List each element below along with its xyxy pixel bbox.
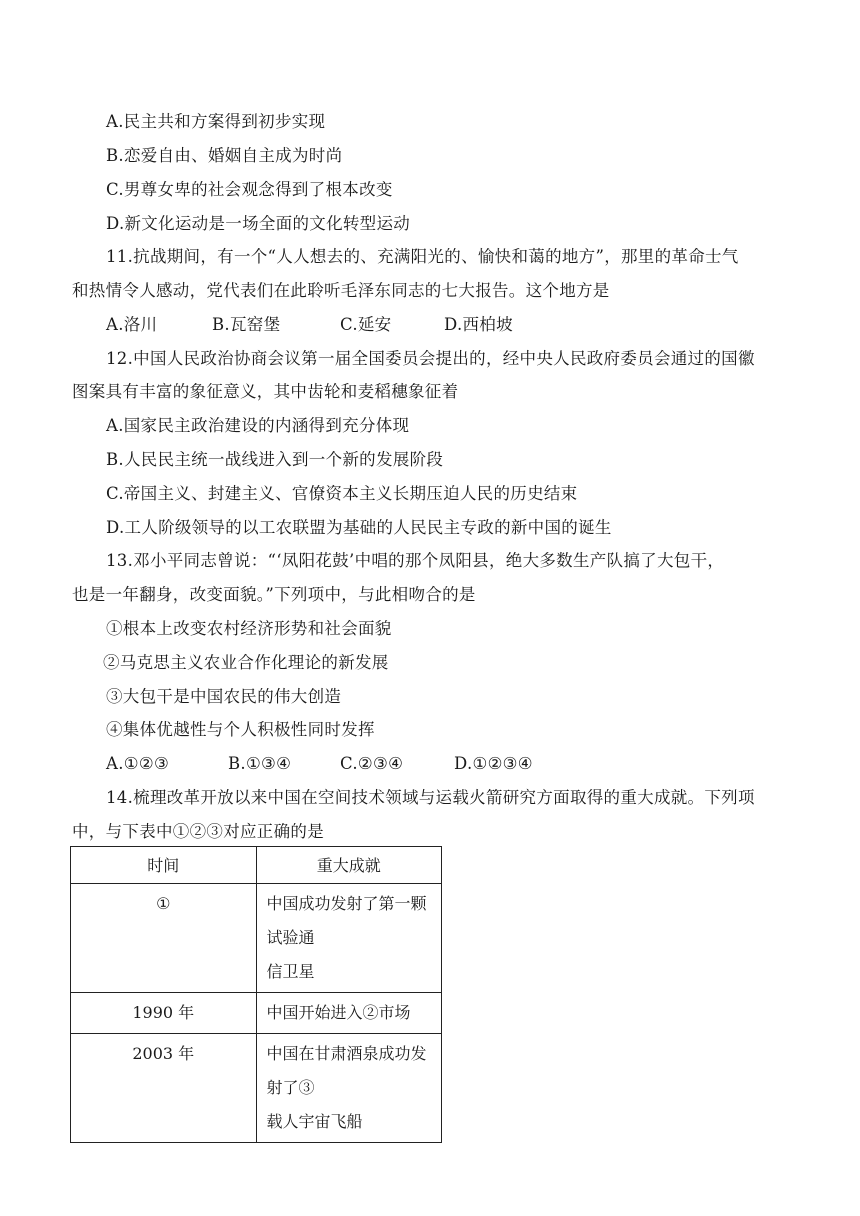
q11-option-b: B.瓦窑堡 xyxy=(212,315,281,334)
achievement-line: 中国在甘肃酒泉成功发射了③ xyxy=(266,1044,427,1097)
q12-stem-line-1: 12.中国人民政治协商会议第一届全国委员会提出的，经中央人民政府委员会通过的国徽 xyxy=(106,349,755,368)
q12-stem-line-2: 图案具有丰富的象征意义，其中齿轮和麦稻穗象征着 xyxy=(72,382,459,401)
q13-statement-2: ②马克思主义农业合作化理论的新发展 xyxy=(103,653,389,672)
q10-option-c: C.男尊女卑的社会观念得到了根本改变 xyxy=(106,180,393,199)
q11-stem-line-1: 11.抗战期间，有一个“人人想去的、充满阳光的、愉快和蔼的地方”，那里的革命士气 xyxy=(106,247,739,266)
q12-option-d: D.工人阶级领导的以工农联盟为基础的人民民主专政的新中国的诞生 xyxy=(106,518,612,537)
q11-option-d: D.西柏坡 xyxy=(444,315,513,334)
q11-option-a: A.洛川 xyxy=(106,315,158,334)
achievements-table xyxy=(70,846,442,1143)
q11-options xyxy=(106,314,513,336)
q14-stem-line-1: 14.梳理改革开放以来中国在空间技术领域与运载火箭研究方面取得的重大成就。下列项 xyxy=(106,788,755,807)
achievement-line: 中国成功发射了第一颗试验通 xyxy=(266,894,427,947)
q13-statement-4: ④集体优越性与个人积极性同时发挥 xyxy=(106,720,375,739)
q10-option-a: A.民主共和方案得到初步实现 xyxy=(106,112,326,131)
q13-stem-line-1: 13.邓小平同志曾说：“‘凤阳花鼓’中唱的那个凤阳县，绝大多数生产队搞了大包干， xyxy=(106,551,725,570)
q13-option-a: A.①②③ xyxy=(106,754,170,773)
q13-option-c: C.②③④ xyxy=(340,754,404,773)
table-row xyxy=(71,1034,442,1143)
table-row xyxy=(71,993,442,1034)
achievement-cell xyxy=(256,1034,442,1143)
q13-options xyxy=(106,753,533,775)
time-cell: 1990 年 xyxy=(71,993,257,1034)
q12-option-a: A.国家民主政治建设的内涵得到充分体现 xyxy=(106,416,410,435)
q13-option-b: B.①③④ xyxy=(228,754,292,773)
q13-option-d: D.①②③④ xyxy=(454,754,533,773)
achievement-cell xyxy=(256,884,442,993)
q13-stem-line-2: 也是一年翻身，改变面貌。”下列项中，与此相吻合的是 xyxy=(72,585,476,604)
q12-option-b: B.人民民主统一战线进入到一个新的发展阶段 xyxy=(106,450,444,469)
table-header-row xyxy=(71,847,442,884)
q14-stem-line-2: 中，与下表中①②③对应正确的是 xyxy=(72,822,324,841)
q10-option-b: B.恋爱自由、婚姻自主成为时尚 xyxy=(106,146,343,165)
achievement-line: 信卫星 xyxy=(266,962,315,981)
q11-option-c: C.延安 xyxy=(340,315,392,334)
q12-option-c: C.帝国主义、封建主义、官僚资本主义长期压迫人民的历史结束 xyxy=(106,484,578,503)
achievement-line: 中国开始进入②市场 xyxy=(266,1003,411,1022)
achievement-cell xyxy=(256,993,442,1034)
time-cell: ① xyxy=(71,884,257,993)
achievement-line: 载人宇宙飞船 xyxy=(266,1112,363,1131)
q10-option-d: D.新文化运动是一场全面的文化转型运动 xyxy=(106,214,411,233)
header-achievement: 重大成就 xyxy=(256,847,442,884)
q11-stem-line-2: 和热情令人感动，党代表们在此聆听毛泽东同志的七大报告。这个地方是 xyxy=(72,281,610,300)
header-time: 时间 xyxy=(71,847,257,884)
q13-statement-1: ①根本上改变农村经济形势和社会面貌 xyxy=(106,619,392,638)
table-row xyxy=(71,884,442,993)
time-cell: 2003 年 xyxy=(71,1034,257,1143)
q13-statement-3: ③大包干是中国农民的伟大创造 xyxy=(106,687,342,706)
